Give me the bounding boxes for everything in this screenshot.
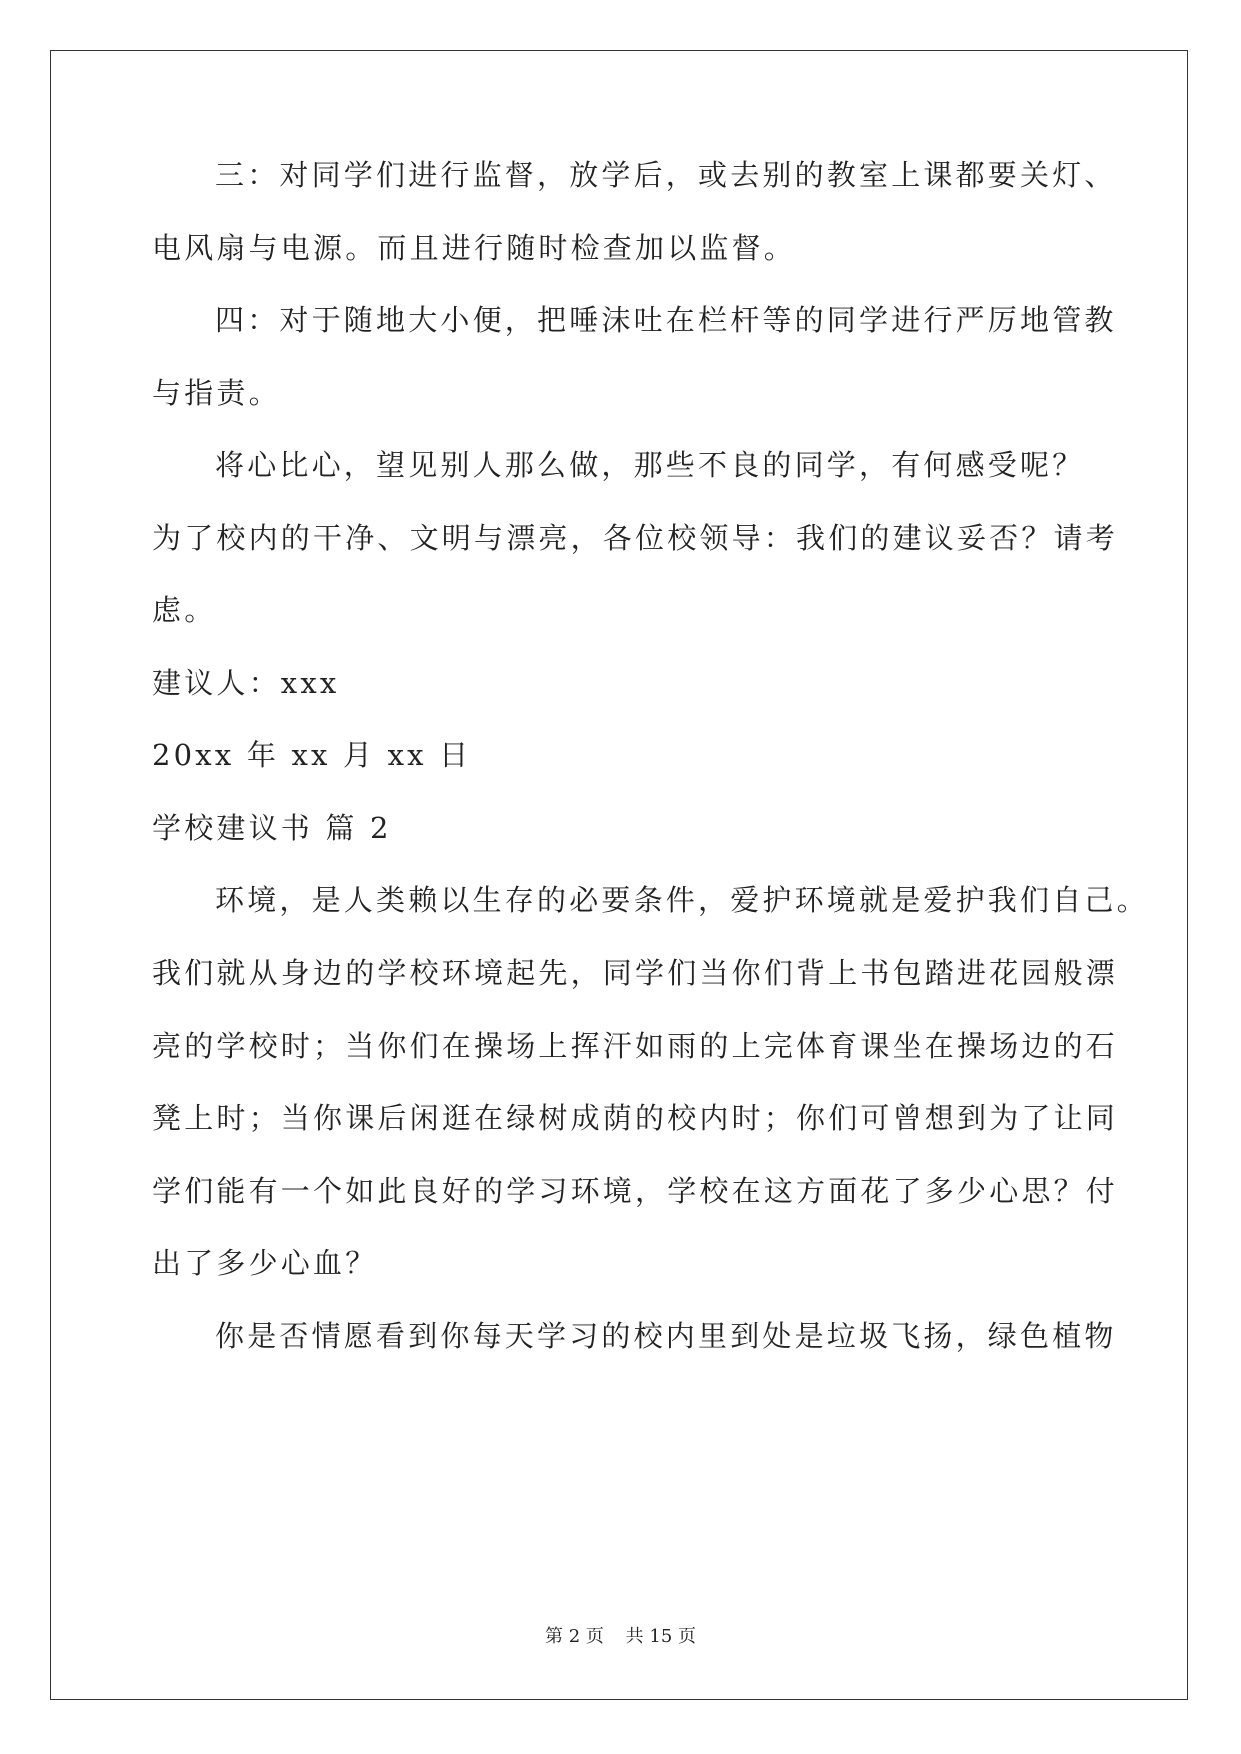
page-border — [50, 50, 1188, 1700]
paragraph-line: 电风扇与电源。而且进行随时检查加以监督。 — [152, 231, 797, 265]
paragraph-line: 凳上时；当你课后闲逛在绿树成荫的校内时；你们可曾想到为了让同 — [152, 1101, 1119, 1135]
paragraph-line: 为了校内的干净、文明与漂亮，各位校领导：我们的建议妥否？请考 — [152, 521, 1119, 555]
page-count: 共 15 页 — [625, 1626, 696, 1647]
paragraph-line: 你是否情愿看到你每天学习的校内里到处是垃圾飞扬，绿色植物 — [215, 1319, 1117, 1353]
paragraph-line: 出了多少心血？ — [152, 1246, 378, 1280]
paragraph-line: 学们能有一个如此良好的学习环境，学校在这方面花了多少心思？付 — [152, 1174, 1119, 1208]
paragraph-line: 我们就从身边的学校环境起先，同学们当你们背上书包踏进花园般漂 — [152, 956, 1119, 990]
page-number: 第 2 页 — [545, 1626, 604, 1647]
date-line: 20xx 年 xx 月 xx 日 — [152, 738, 472, 772]
section-heading: 学校建议书 篇 2 — [152, 811, 392, 845]
paragraph-line: 虑。 — [152, 593, 217, 627]
proposer-line: 建议人：xxx — [152, 666, 340, 700]
paragraph-line: 亮的学校时；当你们在操场上挥汗如雨的上完体育课坐在操场边的石 — [152, 1029, 1119, 1063]
paragraph-line: 将心比心，望见别人那么做，那些不良的同学，有何感受呢？ — [215, 448, 1085, 482]
paragraph-line: 环境，是人类赖以生存的必要条件，爱护环境就是爱护我们自己。 — [215, 883, 1149, 917]
paragraph-line: 四：对于随地大小便，把唾沫吐在栏杆等的同学进行严厉地管教 — [215, 303, 1117, 337]
paragraph-line: 与指责。 — [152, 376, 281, 410]
paragraph-line: 三：对同学们进行监督，放学后，或去别的教室上课都要关灯、 — [215, 158, 1117, 192]
page-footer — [0, 1622, 1241, 1648]
